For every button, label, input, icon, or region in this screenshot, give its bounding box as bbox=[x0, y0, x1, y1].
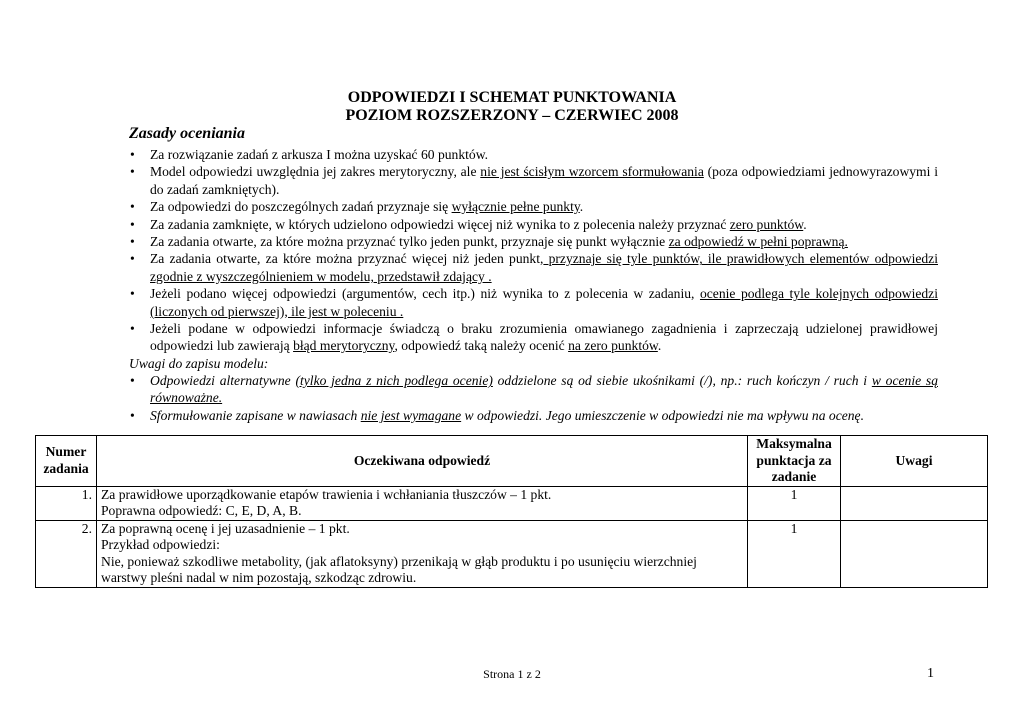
rule-underlined-text: zero punktów bbox=[729, 216, 804, 232]
rule-item bbox=[129, 320, 938, 355]
page-number: 1 bbox=[927, 666, 934, 681]
max-points: 1 bbox=[748, 520, 841, 587]
document-subtitle: POZIOM ROZSZERZONY – CZERWIEC 2008 bbox=[345, 107, 679, 124]
rule-item bbox=[129, 285, 938, 320]
notes-heading: Uwagi do zapisu modelu: bbox=[129, 356, 269, 371]
rule-item bbox=[129, 198, 938, 215]
rule-text: Za zadania otwarte, za które można przyznać więcej niż jeden punkt, bbox=[150, 251, 544, 267]
rule-text: . bbox=[579, 199, 584, 215]
rule-item bbox=[129, 163, 938, 198]
note-text: Odpowiedzi alternatywne bbox=[150, 373, 296, 388]
answer-line: Nie, ponieważ szkodliwe metabolity, (jak aflatoksyny) przenikają w głąb produktu i po usunięciu wierzchniej warstwy pleśni nadal w nim pozostają, szkodząc zdrowiu. bbox=[101, 553, 697, 585]
answer-line: Poprawna odpowiedź: C, E, D, A, B. bbox=[101, 503, 302, 518]
note-item bbox=[129, 372, 938, 407]
rule-text: Jeżeli podane w odpowiedzi informacje świadczą o braku zrozumienia omawianego zagadnienia i zaprzeczają udzielonej prawidłowej odpowiedzi lub zawierają bbox=[150, 321, 938, 354]
rule-text: . bbox=[657, 338, 662, 354]
rules-heading: Zasady oceniania bbox=[129, 125, 245, 142]
column-header-answer: Oczekiwana odpowiedź bbox=[97, 436, 748, 487]
table-row bbox=[36, 486, 988, 520]
rule-text: (poza odpowiedziami jednowyrazowymi i do zadań zamkniętych). bbox=[150, 164, 938, 197]
note-item bbox=[129, 407, 938, 424]
rules-list bbox=[129, 146, 938, 355]
note-text: oddzielone są od siebie ukośnikami (/), np.: ruch kończyn / ruch i bbox=[492, 373, 872, 388]
rule-item bbox=[129, 233, 938, 250]
rule-underlined-text: błąd merytoryczny bbox=[293, 338, 395, 354]
rule-underlined-text: wyłącznie pełne punkty bbox=[451, 199, 580, 215]
table-row bbox=[36, 520, 988, 587]
answer-line: Za poprawną ocenę i jej uzasadnienie – 1 pkt. bbox=[101, 520, 350, 536]
expected-answer bbox=[97, 520, 748, 587]
column-header-max-points: Maksymalna punktacja za zadanie bbox=[748, 436, 841, 487]
answer-line: Przykład odpowiedzi: bbox=[101, 537, 220, 552]
note-underlined-text: w ocenie są równoważne. bbox=[150, 373, 938, 406]
rule-text: , odpowiedź taką należy ocenić bbox=[394, 338, 569, 354]
max-points: 1 bbox=[748, 486, 841, 520]
expected-answer bbox=[97, 486, 748, 520]
rule-text: . bbox=[803, 216, 807, 232]
answer-line: Za prawidłowe uporządkowanie etapów trawienia i wchłaniania tłuszczów – 1 pkt. bbox=[101, 486, 552, 502]
task-number: 2. bbox=[36, 520, 97, 587]
rule-item bbox=[129, 146, 938, 163]
rule-text: Jeżeli podano więcej odpowiedzi (argumentów, cech itp.) niż wynika to z polecenia w zadaniu, bbox=[150, 286, 700, 302]
rule-underlined-text: za odpowiedź w pełni poprawną. bbox=[668, 234, 848, 250]
note-text: Sformułowanie zapisane w nawiasach bbox=[150, 407, 361, 423]
rule-text: Za odpowiedzi do poszczególnych zadań przyznaje się bbox=[150, 199, 452, 215]
rule-item bbox=[129, 216, 938, 233]
rule-underlined-text: ocenie podlega tyle kolejnych odpowiedzi (liczonych od pierwszej), ile jest w poleceniu . bbox=[150, 286, 938, 319]
table-header-row bbox=[36, 436, 988, 487]
rule-text: Za zadania zamknięte, w których udzielono odpowiedzi więcej niż wynika to z polecenia należy przyznać bbox=[150, 216, 730, 232]
page-label: Strona 1 z 2 bbox=[483, 667, 541, 681]
rule-item bbox=[129, 250, 938, 285]
rule-text: Za rozwiązanie zadań z arkusza I można uzyskać 60 punktów. bbox=[150, 147, 489, 162]
rule-text: Model odpowiedzi uwzględnia jej zakres merytoryczny, ale bbox=[150, 164, 481, 180]
notes-list bbox=[129, 372, 938, 424]
rule-text: Za zadania otwarte, za które można przyznać tylko jeden punkt, przyznaje się punkt wyłącznie bbox=[150, 234, 669, 250]
document-title: ODPOWIEDZI I SCHEMAT PUNKTOWANIA bbox=[347, 89, 677, 106]
answers-table bbox=[35, 435, 988, 588]
rule-underlined-text: przyznaje się tyle punktów, ile prawidłowych elementów odpowiedzi zgodnie z wyszczególnieniem w modelu, przedstawił zdający . bbox=[150, 251, 938, 284]
rule-underlined-text: nie jest ścisłym wzorcem sformułowania bbox=[480, 164, 704, 180]
notes-cell bbox=[841, 486, 988, 520]
note-text: w odpowiedzi. Jego umieszczenie w odpowiedzi nie ma wpływu na ocenę. bbox=[461, 407, 864, 423]
notes-cell bbox=[841, 520, 988, 587]
note-underlined-text: nie jest wymagane bbox=[360, 407, 462, 423]
rule-underlined-text: na zero punktów bbox=[568, 338, 658, 354]
column-header-notes: Uwagi bbox=[841, 436, 988, 487]
note-underlined-text: (tylko jedna z nich podlega ocenie) bbox=[295, 373, 493, 388]
column-header-number: Numer zadania bbox=[36, 436, 97, 487]
task-number: 1. bbox=[36, 486, 97, 520]
